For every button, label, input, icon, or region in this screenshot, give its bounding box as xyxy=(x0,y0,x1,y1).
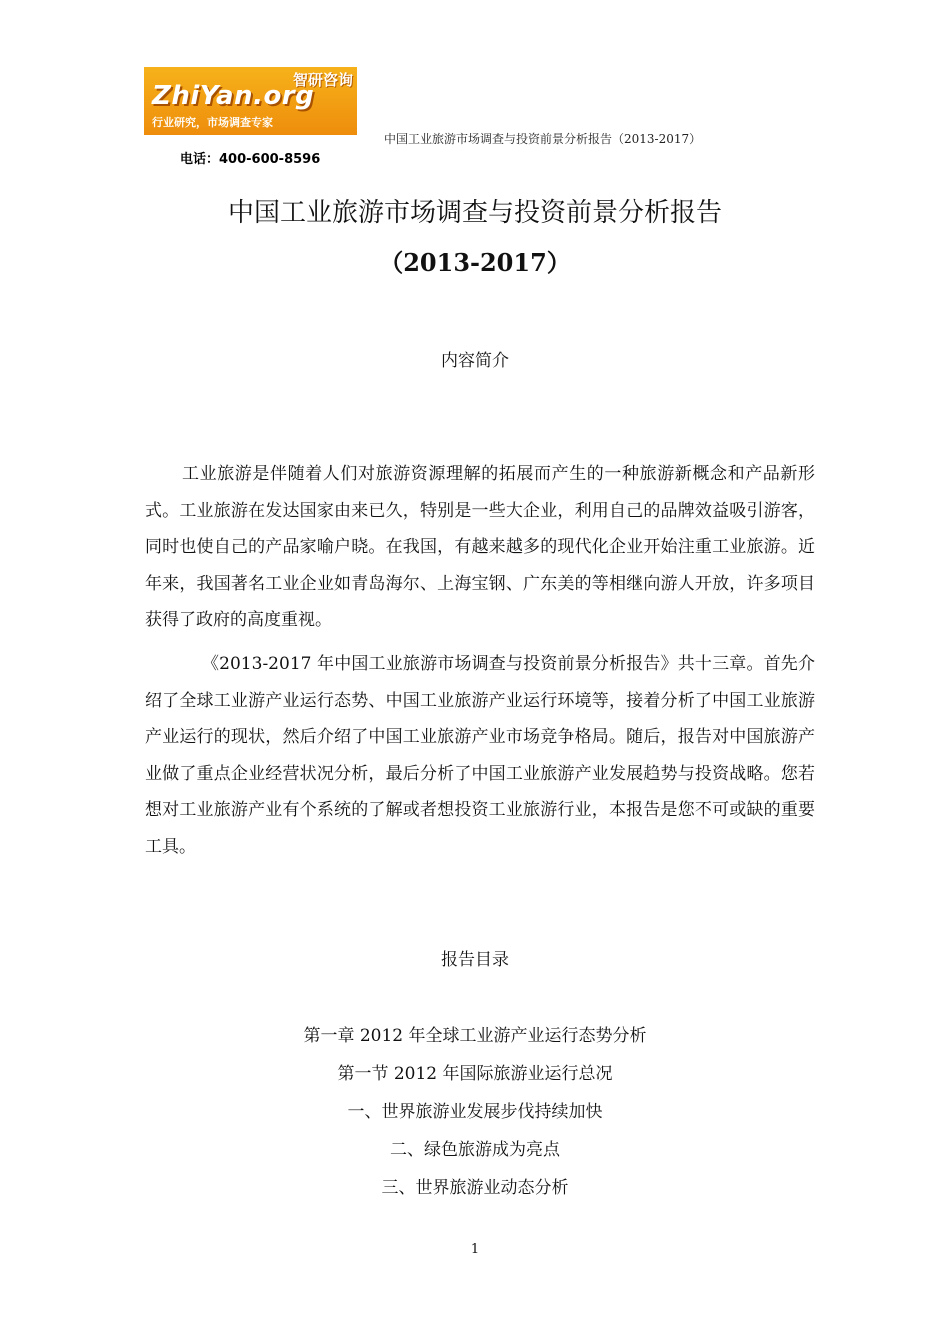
zhiyan-logo xyxy=(144,67,357,135)
toc-item-2: 二、绿色旅游成为亮点 xyxy=(390,1140,560,1160)
toc-chapter-1: 第一章 2012 年全球工业游产业运行态势分析 xyxy=(303,1026,647,1046)
logo-tagline: 行业研究，市场调查专家 xyxy=(152,116,273,129)
intro-paragraph-1: 工业旅游是伴随着人们对旅游资源理解的拓展而产生的一种旅游新概念和产品新形式。工业旅游在发达国家由来已久，特别是一些大企业，利用自己的品牌效益吸引游客，同时也使自己的产品家喻户晓。在我国，有越来越多的现代化企业开始注重工业旅游。近年来，我国著名工业企业如青岛海尔、上海宝钢、广东美的等相继向游人开放，许多项目获得了政府的高度重视。 xyxy=(145,464,815,630)
page-number: 1 xyxy=(470,1242,480,1257)
toc-section-1-1: 第一节 2012 年国际旅游业运行总况 xyxy=(337,1064,613,1084)
phone-number: 电话：400-600-8596 xyxy=(180,152,321,167)
intro-paragraph-2: 《2013-2017 年中国工业旅游市场调查与投资前景分析报告》共十三章。首先介绍了全球工业游产业运行态势、中国工业旅游产业运行环境等，接着分析了中国工业旅游产业运行的现状，然后介绍了中国工业旅游产业市场竞争格局。随后，报告对中国旅游产业做了重点企业经营状况分析，最后分析了中国工业旅游产业发展趋势与投资战略。您若想对工业旅游产业有个系统的了解或者想投资工业旅游行业，本报告是您不可或缺的重要工具。 xyxy=(145,654,815,857)
document-subtitle: （2013-2017） xyxy=(379,248,571,277)
document-title: 中国工业旅游市场调查与投资前景分析报告 xyxy=(227,198,722,228)
table-of-contents xyxy=(0,1017,950,1207)
toc-item-1: 一、世界旅游业发展步伐持续加快 xyxy=(347,1102,603,1122)
toc-heading: 报告目录 xyxy=(441,950,509,970)
logo-chinese-name: 智研咨询 xyxy=(292,71,353,89)
running-header-title: 中国工业旅游市场调查与投资前景分析报告（2013-2017） xyxy=(384,132,702,146)
logo-english-name: ZhiYan.org xyxy=(152,81,315,111)
toc-item-3: 三、世界旅游业动态分析 xyxy=(381,1178,569,1198)
intro-heading: 内容简介 xyxy=(441,351,509,371)
